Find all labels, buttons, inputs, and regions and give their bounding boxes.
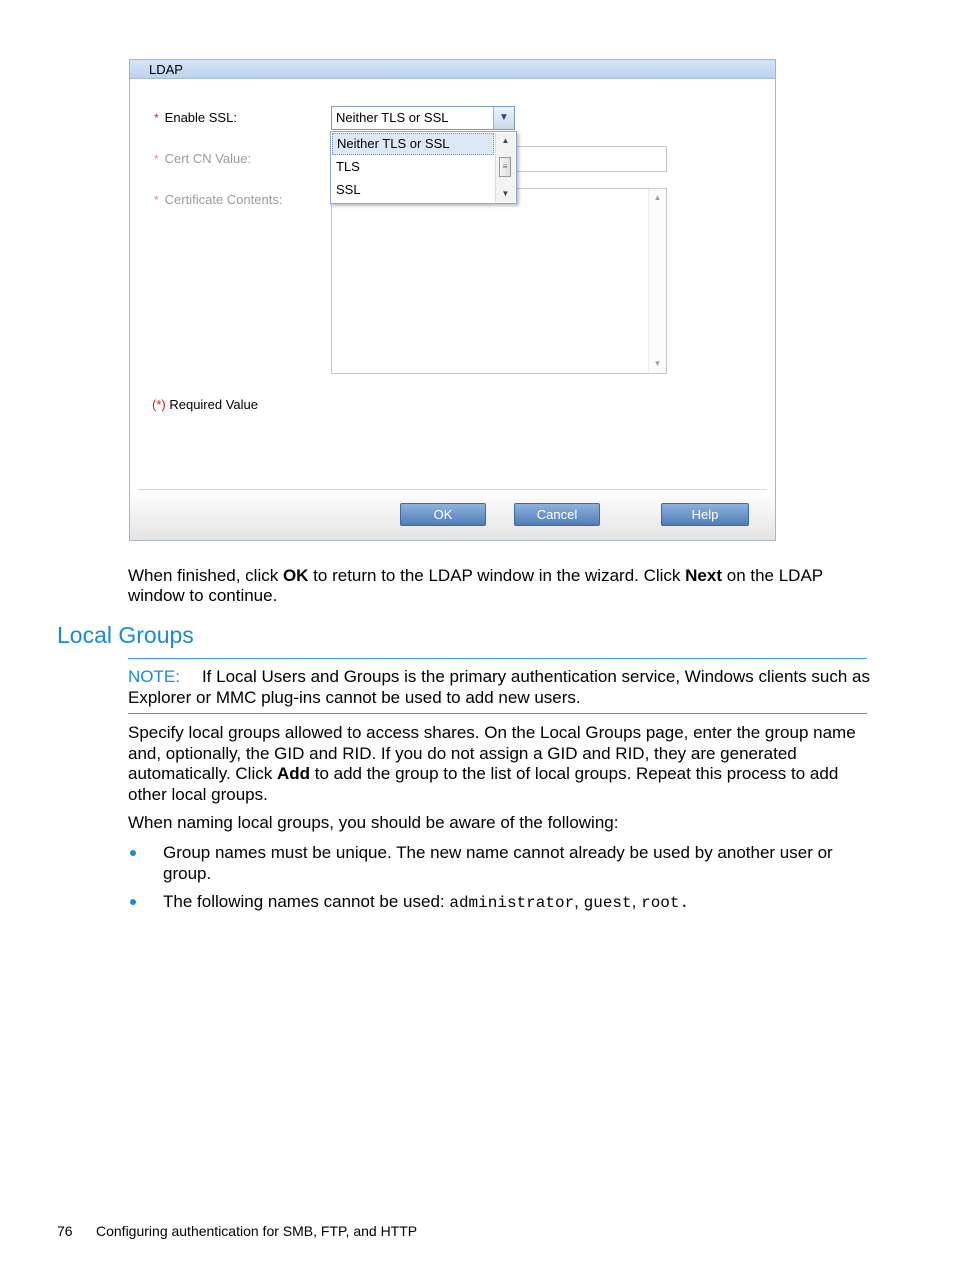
scroll-down-icon[interactable]: ▼ bbox=[653, 359, 662, 368]
cert-cn-label: * Cert CN Value: bbox=[154, 151, 252, 166]
dialog-title: LDAP bbox=[130, 60, 775, 79]
local-groups-desc-line2: and, optionally, the GID and RID. If you do not assign a GID and RID, they are generated bbox=[128, 744, 797, 763]
ok-button[interactable]: OK bbox=[400, 503, 486, 526]
reserved-name-administrator: administrator bbox=[449, 894, 575, 912]
local-groups-desc-line4: other local groups. bbox=[128, 785, 268, 804]
ldap-dialog bbox=[129, 59, 776, 541]
note-line2: Explorer or MMC plug-ins cannot be used to add new users. bbox=[128, 688, 581, 707]
note-label: NOTE: bbox=[128, 667, 180, 686]
local-groups-desc-line1: Specify local groups allowed to access shares. On the Local Groups page, enter the group name bbox=[128, 723, 856, 742]
bullet2-line: The following names cannot be used: administrator, guest, root. bbox=[163, 892, 690, 912]
dropdown-option-ssl[interactable]: SSL bbox=[336, 182, 361, 197]
reserved-name-root: root bbox=[641, 894, 680, 912]
reserved-name-guest: guest bbox=[583, 894, 632, 912]
page-number: 76 bbox=[57, 1223, 73, 1239]
finish-instruction-line1: When finished, click OK to return to the LDAP window in the wizard. Click Next on the LDAP bbox=[128, 566, 824, 585]
footer-divider bbox=[138, 489, 767, 490]
required-star: * bbox=[154, 193, 159, 207]
required-star: * bbox=[154, 152, 159, 166]
dropdown-scrollbar[interactable] bbox=[495, 133, 515, 202]
textarea-scrollbar[interactable] bbox=[648, 189, 666, 373]
bullet-icon bbox=[130, 899, 136, 905]
scroll-thumb[interactable]: ≡ bbox=[499, 157, 511, 177]
note-rule-top bbox=[128, 658, 867, 659]
ssl-dropdown-list bbox=[330, 131, 517, 204]
page-footer bbox=[57, 1222, 417, 1240]
section-title: Local Groups bbox=[57, 622, 194, 648]
help-button[interactable]: Help bbox=[661, 503, 749, 526]
note-rule-bottom bbox=[128, 713, 867, 714]
required-value-note: (*) Required Value bbox=[152, 397, 258, 412]
certificate-contents-label: * Certificate Contents: bbox=[154, 192, 283, 207]
select-value: Neither TLS or SSL bbox=[336, 110, 449, 125]
bullet1-line1: Group names must be unique. The new name cannot already be used by another user or bbox=[163, 843, 833, 862]
required-star: * bbox=[154, 111, 159, 125]
dropdown-option-tls[interactable]: TLS bbox=[336, 159, 360, 174]
enable-ssl-label: * Enable SSL: bbox=[154, 110, 237, 125]
cancel-button[interactable]: Cancel bbox=[514, 503, 600, 526]
chevron-down-icon[interactable]: ▼ bbox=[493, 107, 514, 129]
scroll-down-icon[interactable]: ▼ bbox=[501, 189, 510, 198]
scroll-up-icon[interactable]: ▲ bbox=[653, 193, 662, 202]
note-line1: NOTE: If Local Users and Groups is the primary authentication service, Windows clients such as bbox=[128, 667, 870, 686]
scroll-up-icon[interactable]: ▲ bbox=[501, 136, 510, 145]
enable-ssl-select[interactable] bbox=[331, 106, 515, 130]
chapter-title: Configuring authentication for SMB, FTP, and HTTP bbox=[96, 1223, 418, 1239]
naming-intro: When naming local groups, you should be aware of the following: bbox=[128, 813, 619, 832]
dropdown-option-neither[interactable]: Neither TLS or SSL bbox=[332, 133, 494, 155]
local-groups-desc-line3: automatically. Click Add to add the group to the list of local groups. Repeat this process to add bbox=[128, 764, 839, 783]
finish-instruction-line2: window to continue. bbox=[128, 586, 278, 605]
bullet-icon bbox=[130, 850, 136, 856]
bullet1-line2: group. bbox=[163, 864, 212, 883]
certificate-contents-textarea[interactable] bbox=[331, 188, 667, 374]
